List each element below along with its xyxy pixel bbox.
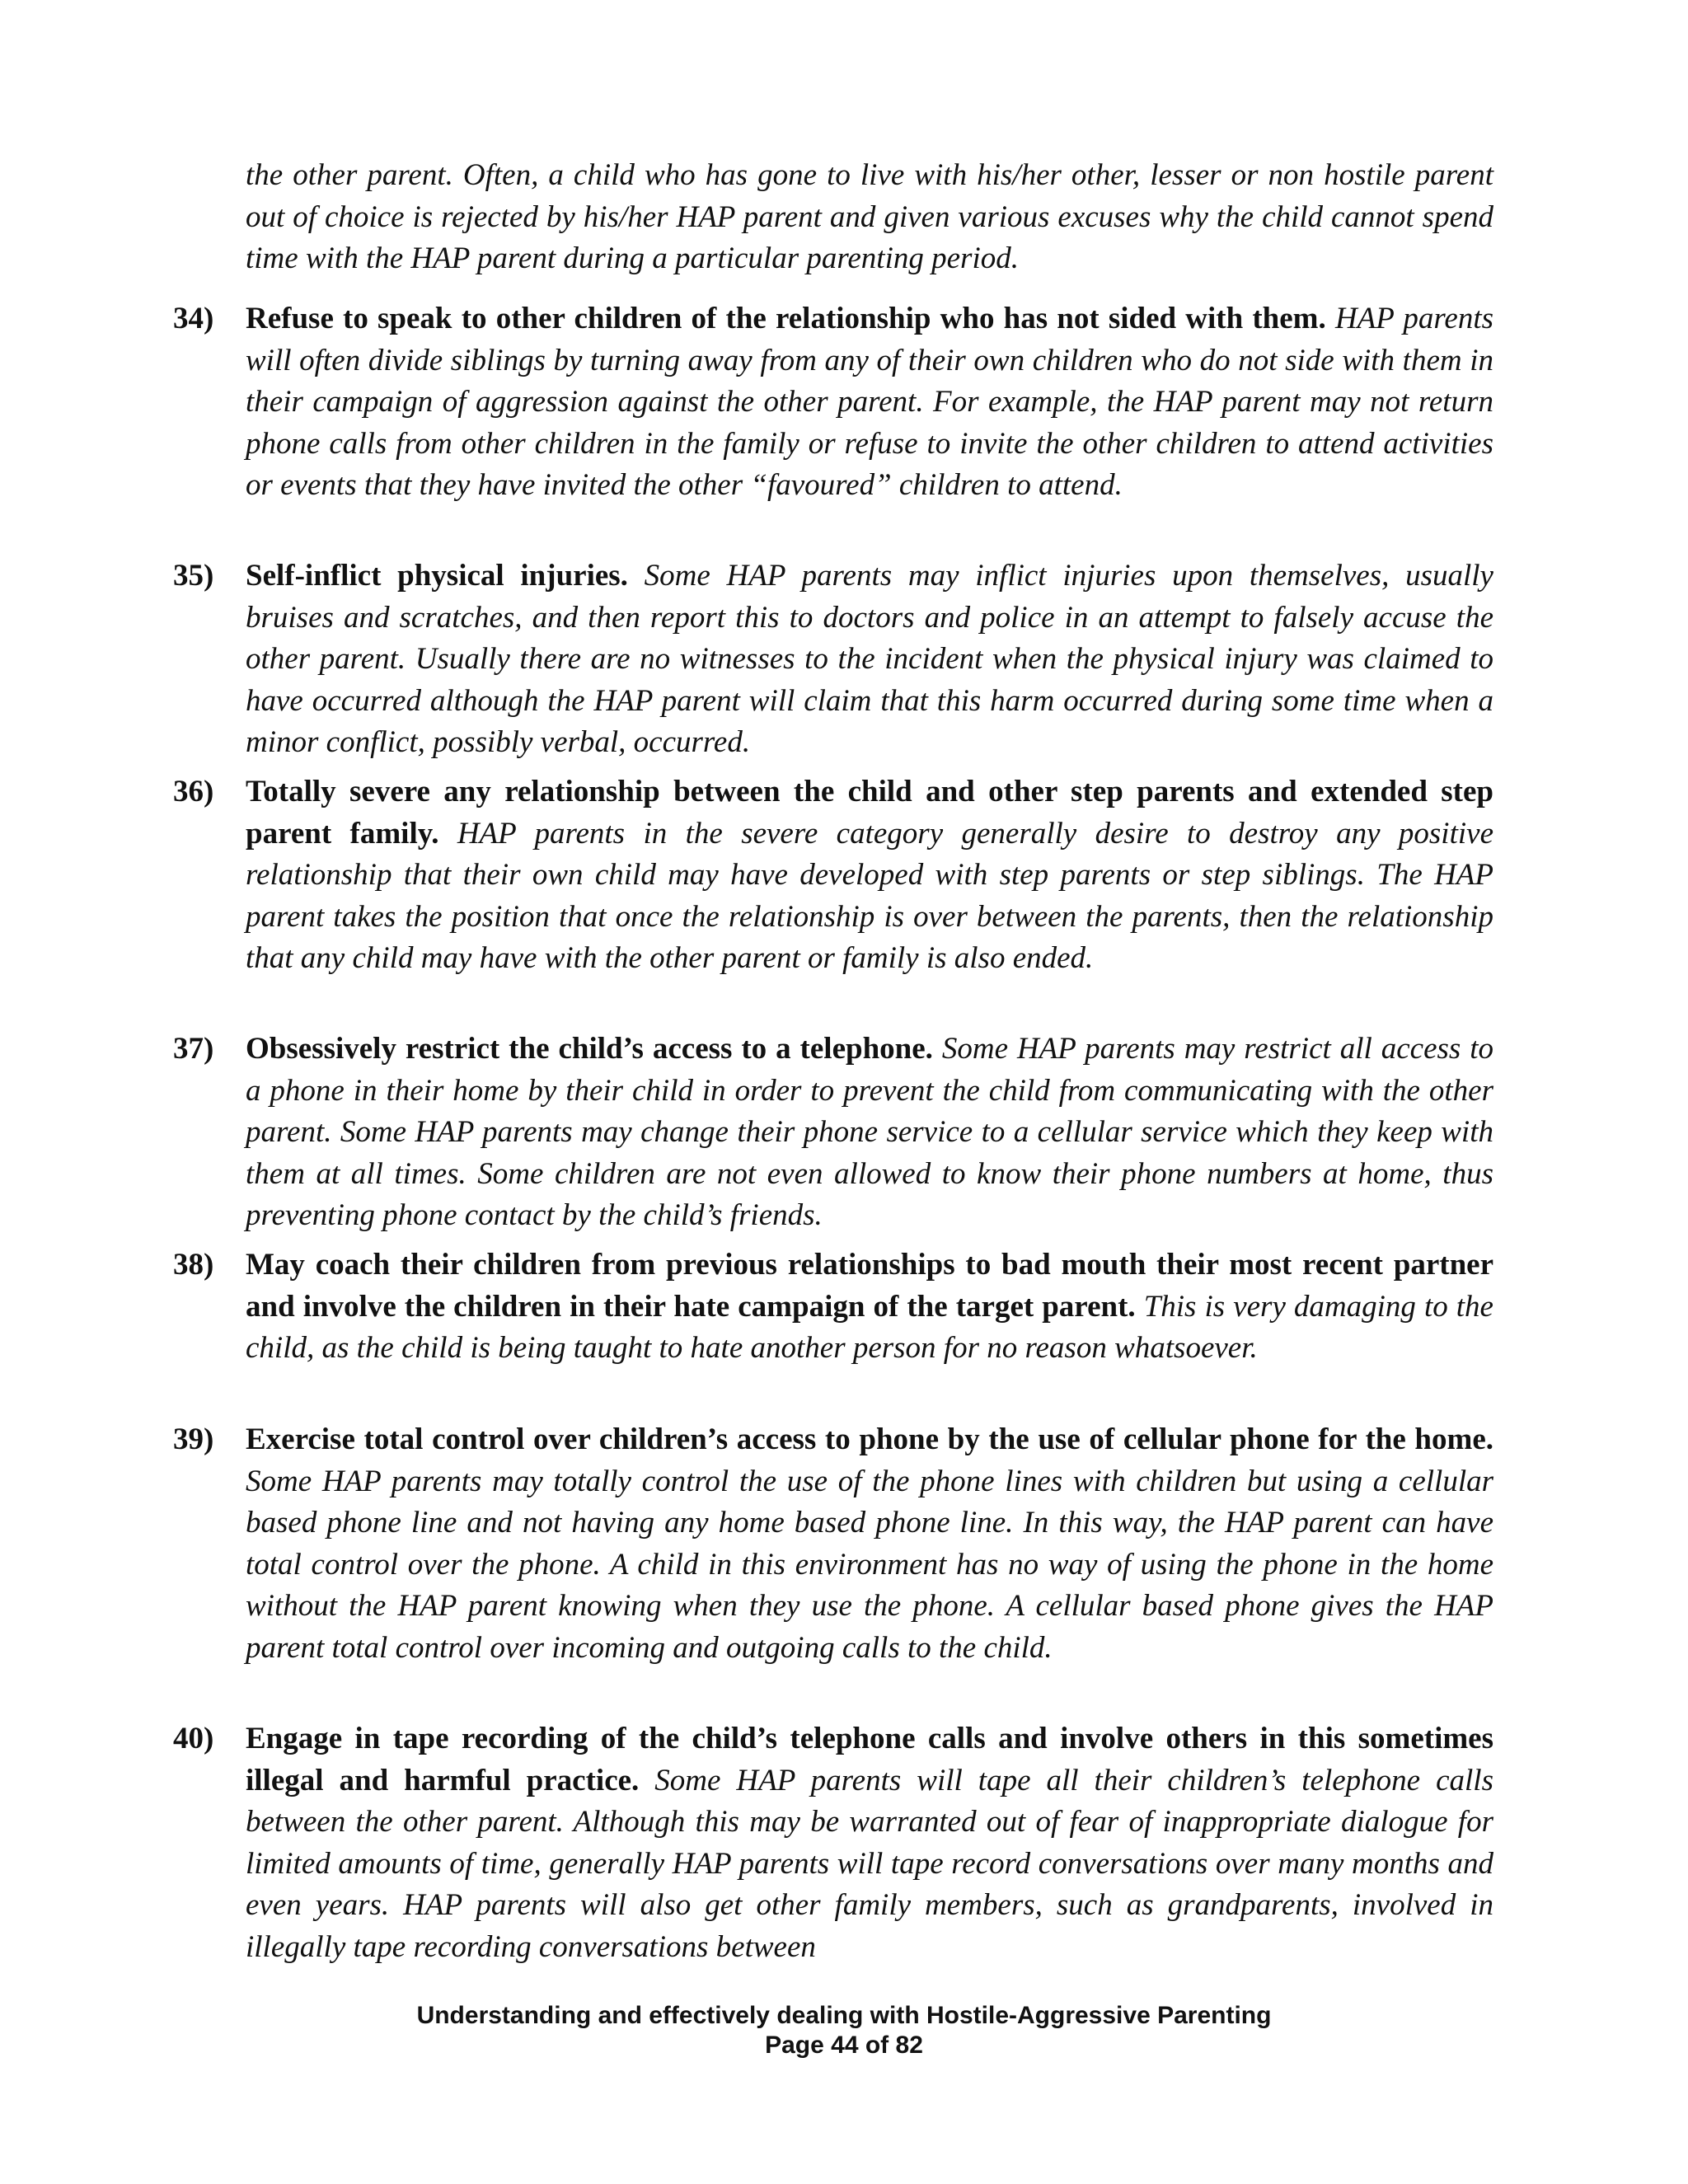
item-title: Obsessively restrict the child’s access to a telephone. <box>246 1032 942 1066</box>
item-number: 34) <box>173 302 214 335</box>
item-title: Totally severe any relationship between the child and other step parents and extended step parent family. <box>246 775 1493 851</box>
item-description: HAP parents will often divide siblings by turning away from any of their own children who do not side with them in their campaign of aggression against the other parent. For example, the HAP parent may not return phone calls from other children in the family or refuse to invite the other children to attend activities or events that they have invited the other “favoured” children to attend. <box>246 302 1493 502</box>
item-number: 37) <box>173 1032 214 1066</box>
item-description: Some HAP parents may restrict all access to a phone in their home by their child in order to prevent the child from communicating with the other parent. Some HAP parents may change their phone service to a cellular service which they keep with them at all times. Some children are not even allowed to know their phone numbers at home, thus preventing phone contact by the child’s friends. <box>246 1032 1494 1232</box>
item-number: 38) <box>173 1248 214 1282</box>
footer-title: Understanding and effectively dealing with Hostile-Aggressive Parenting <box>416 2002 1272 2029</box>
item-description: This is very damaging to the child, as the child is being taught to hate another person for no reason whatsoever. <box>246 1289 1493 1365</box>
list-item-35 <box>173 555 1493 764</box>
list-item-36 <box>173 771 1493 980</box>
footer-page-number: Page 44 of 82 <box>765 2032 923 2059</box>
item-title: Exercise total control over children’s access to phone by the use of cellular phone for the home. <box>246 1422 1493 1456</box>
list-item-40 <box>173 1718 1493 1968</box>
list-item-39 <box>173 1419 1493 1669</box>
item-title: Self-inflict physical injuries. <box>246 559 645 593</box>
list-item-38 <box>173 1244 1493 1370</box>
list-item-37 <box>173 1029 1494 1237</box>
intro-paragraph: the other parent. Often, a child who has gone to live with his/her other, lesser or non hostile parent out of choice is rejected by his/her HAP parent and given various excuses why the child cannot spend time with the HAP parent during a particular parenting period. <box>246 158 1493 275</box>
list-item-34 <box>173 298 1493 507</box>
item-title: Engage in tape recording of the child’s telephone calls and involve others in this sometimes illegal and harmful practice. <box>246 1722 1493 1797</box>
item-number: 35) <box>173 559 214 593</box>
item-number: 39) <box>173 1422 214 1456</box>
item-title: May coach their children from previous relationships to bad mouth their most recent partner and involve the children in their hate campaign of the target parent. <box>246 1248 1493 1324</box>
item-description: Some HAP parents will tape all their children’s telephone calls between the other parent. Although this may be warranted out of fear of inappropriate dialogue for limited amounts of time, generally HAP parents will tape record conversations over many months and even years. HAP parents will also get other family members, such as grandparents, involved in illegally tape recording conversations between <box>246 1763 1493 1964</box>
item-number: 40) <box>173 1722 214 1755</box>
item-description: Some HAP parents may inflict injuries upon themselves, usually bruises and scratches, and then report this to doctors and police in an attempt to falsely accuse the other parent. Usually there are no witnesses to the incident when the physical injury was claimed to have occurred although the HAP parent will claim that this harm occurred during some time when a minor conflict, possibly verbal, occurred. <box>246 559 1493 759</box>
item-number: 36) <box>173 775 214 808</box>
item-description: HAP parents in the severe category generally desire to destroy any positive relationship that their own child may have developed with step parents or step siblings. The HAP parent takes the position that once the relationship is over between the parents, then the relationship that any child may have with the other parent or family is also ended. <box>246 816 1493 975</box>
item-description: Some HAP parents may totally control the use of the phone lines with children but using a cellular based phone line and not having any home based phone line. In this way, the HAP parent can have total control over the phone. A child in this environment has no way of using the phone in the home without the HAP parent knowing when they use the phone. A cellular based phone gives the HAP parent total control over incoming and outgoing calls to the child. <box>246 1464 1493 1665</box>
item-title: Refuse to speak to other children of the relationship who has not sided with them. <box>246 302 1335 335</box>
